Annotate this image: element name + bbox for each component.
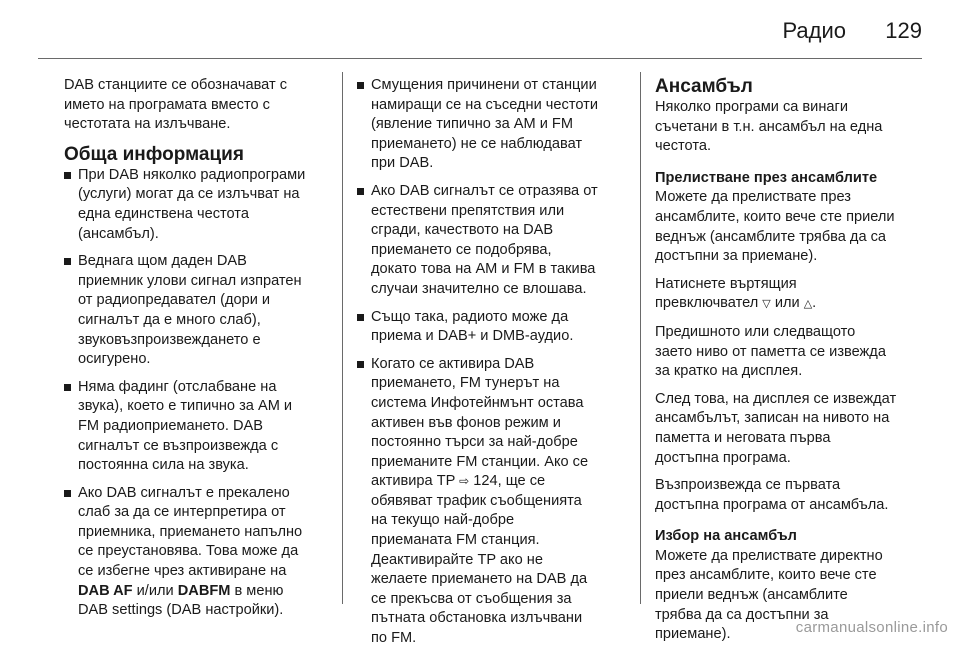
ensemble-heading: Ансамбъл — [655, 76, 753, 97]
browse-ensembles-heading: Прелистване през ансамблите — [655, 169, 878, 186]
paragraph-text: . — [812, 295, 817, 312]
list-item-connector: и/или — [132, 582, 178, 599]
dab-af-term: DAB AF — [78, 582, 133, 599]
list-item-text: в меню DAB settings (DAB настройки). — [78, 582, 284, 619]
page-reference-arrow-icon: ⇨ — [459, 474, 470, 489]
display-paragraph: След това, на дисплея се извеждат ансамбълът, записан на нивото на паметта и неговата първа достъпна програма. — [655, 390, 897, 466]
browse-paragraph: Можете да прелиствате през ансамблите, които вече сте приели веднъж (ансамблите трябва да са достъпни за приемане). — [655, 189, 895, 265]
dab-intro-paragraph: DAB станциите се обозначават с името на програмата вместо с честотата на излъчване. — [64, 77, 287, 133]
rotary-knob-paragraph — [655, 275, 923, 315]
header-divider — [38, 58, 922, 59]
column-3 — [655, 76, 923, 653]
column-2 — [357, 76, 627, 657]
select-paragraph: Можете да прелиствате директно през ансамблите, които вече сте приели веднъж (ансамблите трябва да са достъпни за приемане). — [655, 547, 883, 643]
list-item: Няма фадинг (отслабване на звука), което е типично за AM и FM радиоприемането. DAB сигналът се възпроизвежда с постоянна сила на звука. — [64, 378, 328, 476]
ensemble-intro: Няколко програми са винаги съчетани в т.н. ансамбъл на една честота. — [655, 99, 883, 155]
page-number: 129 — [885, 18, 922, 43]
general-info-list — [64, 166, 328, 621]
list-item: Също така, радиото може да приема и DAB+ и DMB-аудио. — [357, 308, 627, 347]
paragraph-text: или — [770, 295, 804, 312]
list-item: Смущения причинени от станции намиращи се на съседни честоти (явление типично за AM и FM приемането) не се наблюдават при DAB. — [357, 76, 627, 174]
list-item: При DAB няколко радиопрограми (услуги) могат да се излъчват на една единствена честота (ансамбъл). — [64, 166, 328, 244]
watermark: carmanualsonline.info — [795, 619, 948, 636]
page-header — [0, 0, 960, 56]
page-title: Радио — [782, 18, 846, 43]
memory-level-paragraph: Предишното или следващото заето ниво от паметта се извежда за кратко на дисплея. — [655, 323, 886, 380]
list-item-text: Когато се активира DAB приемането, FM тунерът на система Инфотейнмънт остава активен във фонов режим и постоянно търси за най-добре приеманите FM станции. Ако се активира TP — [371, 355, 589, 490]
dabfm-term: DABFM — [177, 582, 231, 599]
list-item: Веднага щом даден DAB приемник улови сигнал изпратен от радиопредавател (дори и сигналът да е много слаб), звуковъзпроизвеждането е осигурено. — [64, 252, 328, 370]
playback-paragraph: Възпроизвежда се първата достъпна програма от ансамбъла. — [655, 477, 889, 513]
list-item-text: Ако DAB сигналът е прекалено слаб за да се интерпретира от приемника, приемането напълно се преустановява. Това може да се избегне чрез активиране на — [78, 484, 303, 580]
general-info-heading: Обща информация — [64, 143, 244, 165]
column-1 — [64, 76, 328, 629]
list-item — [64, 484, 328, 621]
dab-features-list — [357, 76, 627, 649]
list-item: Ако DAB сигналът се отразява от естествени препятствия или сгради, качеството на DAB приемането се подобрява, докато това на AM и FM в такива случаи значително се влошава. — [357, 182, 627, 300]
column-divider-1 — [342, 72, 343, 604]
list-item — [357, 355, 627, 649]
paragraph-text: Натиснете въртящия превключвател — [655, 275, 797, 312]
rotate-down-icon: ▽ — [762, 298, 771, 311]
rotate-up-icon: △ — [803, 298, 813, 311]
column-divider-2 — [640, 72, 641, 604]
select-ensemble-heading: Избор на ансамбъл — [655, 528, 797, 545]
list-item-text: 124, ще се обявяват трафик съобщенията на текущо най-добре приеманата FM станция. Деактивирайте TP ако не желаете приемането на DAB да се прекъсва от съобщения за пътната обстановка излъчвани по FM. — [371, 473, 588, 647]
